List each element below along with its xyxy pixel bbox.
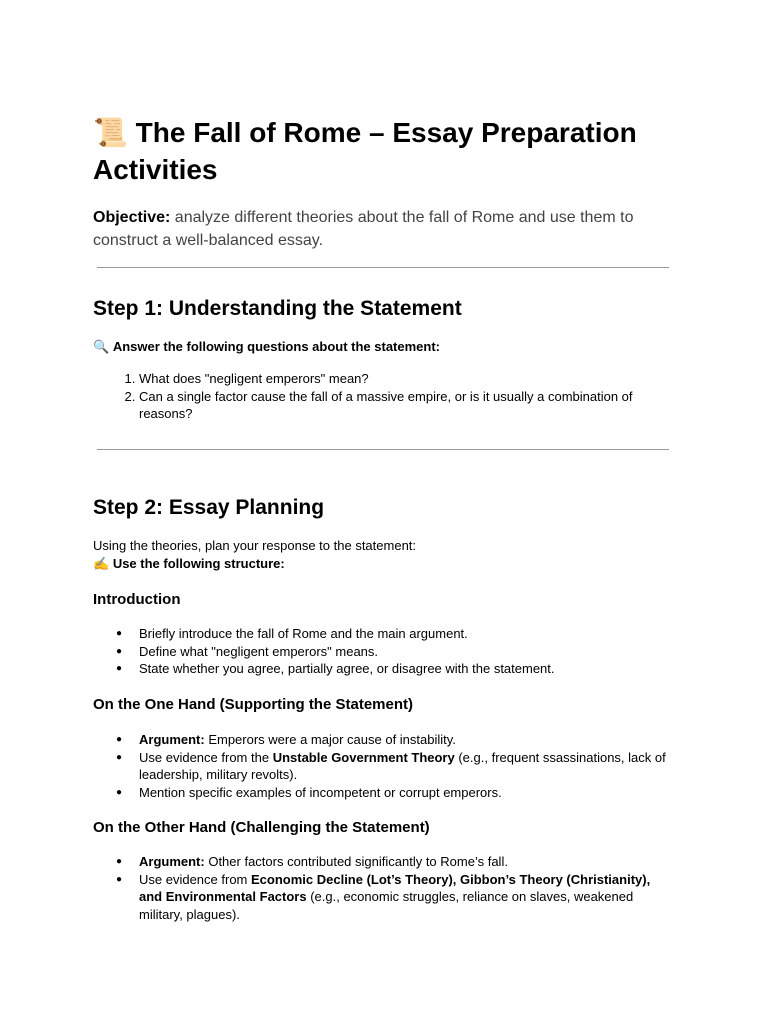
- evidence-text: (e.g., frequent ssassinations, lack of leadership, military revolts).: [139, 749, 666, 782]
- list-item: [139, 749, 669, 784]
- argument-text: Emperors were a major cause of instability.: [204, 732, 456, 747]
- list-item: [139, 731, 669, 749]
- step2-structure-text: Use the following structure:: [112, 556, 285, 571]
- step2-structure: [93, 555, 683, 574]
- step1-questions: [93, 370, 669, 423]
- step2-heading: Step 2: Essay Planning: [93, 496, 325, 519]
- evidence-theory: Economic Decline (Lot’s Theory), Gibbon’s Theory (Christianity), and Environmental Factors: [139, 871, 651, 904]
- step1-prompt: [93, 338, 683, 357]
- list-item: [139, 853, 669, 871]
- objective: [93, 206, 653, 252]
- list-item: 2. Can a single factor cause the fall of a massive empire, or is it usually a combination of reasons?: [139, 388, 669, 423]
- writing-hand-icon: ✍️: [93, 557, 110, 572]
- evidence-text: Use evidence from: [139, 871, 251, 887]
- other-hand-list: [93, 853, 669, 923]
- list-item: ● Briefly introduce the fall of Rome and the main argument.: [139, 625, 669, 643]
- evidence-text: Use evidence from the: [139, 749, 273, 765]
- introduction-heading: Introduction: [93, 591, 181, 608]
- objective-text: analyze different theories about the fall of Rome and use them to construct a well-balanced essay.: [93, 209, 634, 249]
- list-item: 1. What does "negligent emperors" mean?: [139, 370, 669, 388]
- objective-label: Objective:: [93, 209, 171, 226]
- evidence-theory: Unstable Government Theory: [272, 749, 455, 765]
- evidence-text: (e.g., economic struggles, reliance on slaves, weakened military, plagues).: [139, 889, 634, 922]
- scroll-icon: 📜: [93, 116, 128, 149]
- list-item: ● State whether you agree, partially agree, or disagree with the statement.: [139, 660, 669, 678]
- list-item: ● Mention specific examples of incompetent or corrupt emperors.: [139, 784, 669, 802]
- divider: [97, 267, 669, 268]
- divider: [97, 449, 669, 450]
- magnifier-icon: 🔍: [93, 340, 110, 355]
- page-title-text: The Fall of Rome – Essay Preparation Activities: [93, 117, 637, 185]
- step1-heading: Step 1: Understanding the Statement: [93, 297, 462, 320]
- one-hand-list: [93, 731, 669, 801]
- argument-label: Argument:: [139, 854, 205, 869]
- other-hand-heading: On the Other Hand (Challenging the Statement): [93, 819, 430, 836]
- argument-label: Argument:: [139, 732, 205, 747]
- argument-text: Other factors contributed significantly to Rome’s fall.: [204, 854, 508, 869]
- one-hand-heading: On the One Hand (Supporting the Statement): [93, 696, 413, 713]
- page-title: [93, 114, 683, 188]
- list-item: [139, 871, 669, 924]
- introduction-list: [93, 625, 669, 678]
- step1-prompt-text: Answer the following questions about the statement:: [112, 339, 440, 354]
- step2-intro: Using the theories, plan your response to the statement:: [93, 538, 417, 553]
- list-item: ● Define what "negligent emperors" means.: [139, 643, 669, 661]
